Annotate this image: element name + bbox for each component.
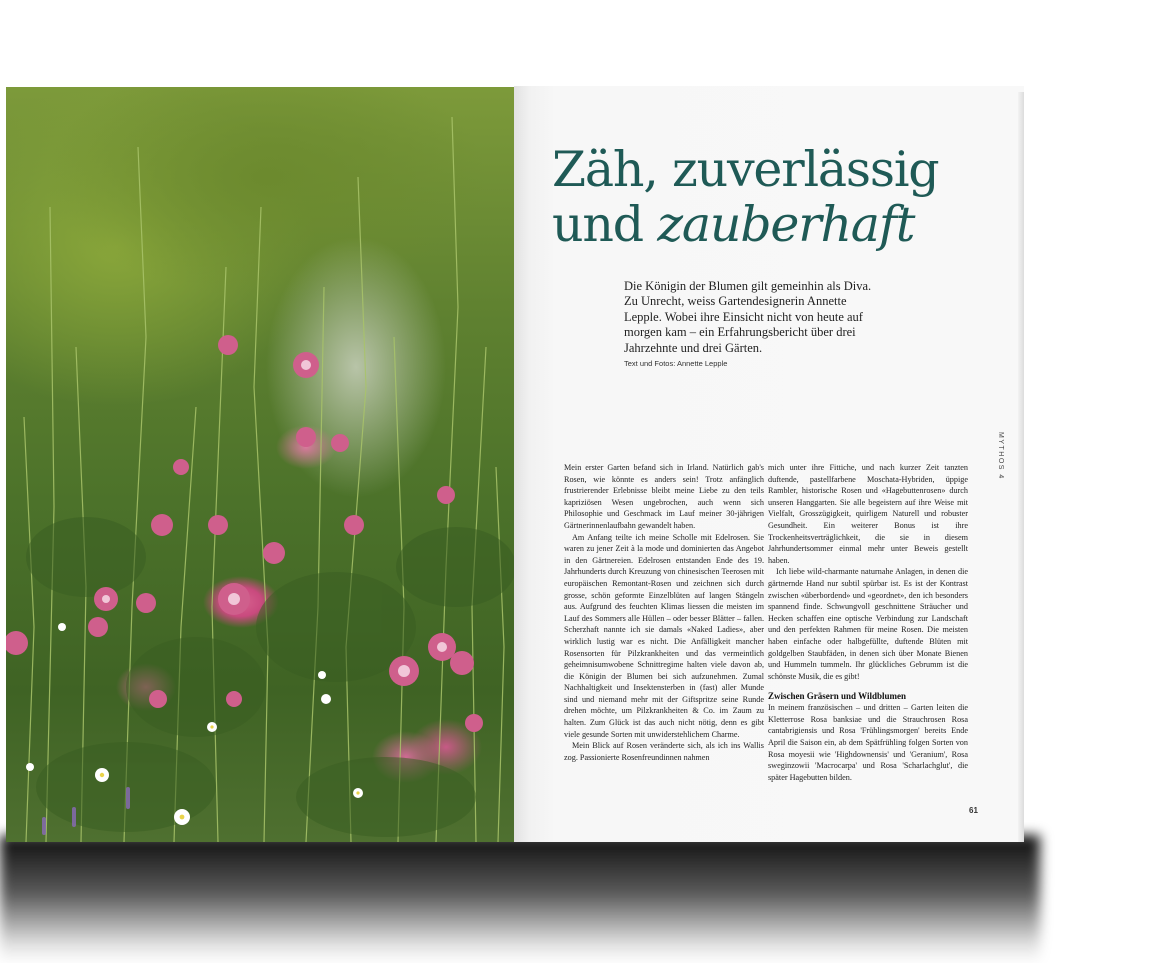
body-paragraph: Ich liebe wild-charmante naturnahe Anlagen, in denen die gärtnernde Hand nur subtil spürbar ist. Es ist der Kontrast zwischen «überbordend» und «geordnet», den ich besonders spannend finde. Schwungvoll geschnittene Sträucher und Hecken schaffen eine optische Verbindung zur Landschaft und den perfekten Rahmen für meine Rosen. Die meisten haben einfache oder halbgefüllte, duftende Blüten mit goldgelben Staubfäden, in denen sich über Monate Bienen und Hummeln tummeln. Ihr glückliches Gebrumm ist die schönste Musik, die es gibt!: [768, 567, 968, 681]
magazine-shadow: [0, 835, 1040, 963]
headline-line-1: Zäh, zuverlässig: [552, 141, 939, 198]
body-paragraph: Mein erster Garten befand sich in Irland. Natürlich gab's Rosen, wie könnte es anders sein! Trotz anfänglich frustrierender Erlebnisse bleibt meine Liebe zu den teils kapriziösen Wesen ungebrochen, auch wenn sich Philosophie und Geschmack im Lauf meiner 30-jährigen Gärtnerinnenlaufbahn gewandelt haben.: [564, 463, 764, 530]
headline-line-2-italic: zauberhaft: [657, 196, 915, 253]
body-paragraph: In meinem französischen – und dritten – Garten leiten die Kletterrose Rosa banksiae und die Strauchrosen Rosa cantabrigiensis und Rosa 'Frühlingsmorgen' bereits Ende April die Saison ein, ab dem Spätfrühling folgen Sorten von Rosa moyesii wie 'Highdownensis' und 'Geranium', Rosa sweginzowii 'Macrocarpa' und Rosa 'Scharlachglut', die später Hagebutten bilden.: [768, 703, 968, 782]
body-paragraph: Am Anfang teilte ich meine Scholle mit Edelrosen. Sie waren zu jener Zeit à la mode und dominierten das Angebot in den Gärtnereien. Edelrosen entstanden Ende des 19. Jahrhunderts durch Kreuzung von chinesischen Teerosen mit europäischen Remontant-Rosen und zeichnen sich durch grosse, schön geformte Einzelblüten auf langen Stängeln aus. Aufgrund des feuchten Klimas liessen die meisten im Lauf des Sommers alle Hüllen – oder besser Blätter – fallen. Scherzhaft nannte ich sie damals «Naked Ladies», aber wirklich lustig war es nicht. Die Anfälligkeit mancher Rosensorten für Pilzkrankheiten und das vermeintlich geheimnisumwobene Schnittregime halten viele davon ab, die Königin der Blumen bei sich aufzunehmen. Zumal Nachhaltigkeit und Insektensterben in (fast) aller Munde sind und niemand mehr mit der Giftspritze seine Runde drehen möchte, um Pilzkrankheiten & Co. im Zaum zu halten. Zum Glück ist das auch nicht nötig, denn es gibt viele gesunde Sorten mit unwiderstehlichem Charme.: [564, 532, 764, 739]
article-credit: Text und Fotos: Annette Lepple: [624, 359, 728, 368]
headline-line-2-regular: und: [552, 196, 658, 253]
page-edge: [1018, 92, 1024, 842]
section-subheading: Zwischen Gräsern und Wildblumen: [768, 691, 906, 702]
body-column-1: [564, 462, 764, 792]
article-lead: Die Königin der Blumen gilt gemeinhin als Diva. Zu Unrecht, weiss Gartendesignerin Annette Lepple. Wobei ihre Einsicht nicht von heute auf morgen kam – ein Erfahrungsbericht über drei Jahrzehnte und drei Gärten.: [624, 279, 872, 355]
body-column-2: [768, 462, 968, 792]
body-paragraph: Mein Blick auf Rosen veränderte sich, als ich ins Wallis zog. Passionierte Rosenfreundinnen nahmen: [564, 741, 764, 762]
article-headline: [552, 142, 938, 252]
garden-rose-photo: [6, 87, 514, 842]
body-paragraph: mich unter ihre Fittiche, und nach kurzer Zeit tanzten duftende, pastellfarbene Moschata-Hybriden, üppige Rambler, historische Rosen und «Hagebuttenrosen» durch unseren Hanggarten. Sie alle begeistern auf ihre Weise mit Vielfalt, Grosszügigkeit, quirligem Naturell und robuster Gesundheit. Ein weiterer Bonus ist ihre Trockenheitsverträglichkeit, die sie in diesem Jahrhundertsommer einmal mehr unter Beweis gestellt haben.: [768, 463, 968, 565]
section-label: MYTHOS 4: [997, 432, 1004, 480]
photo-drawing: [6, 87, 514, 842]
page-number: 61: [969, 806, 978, 815]
